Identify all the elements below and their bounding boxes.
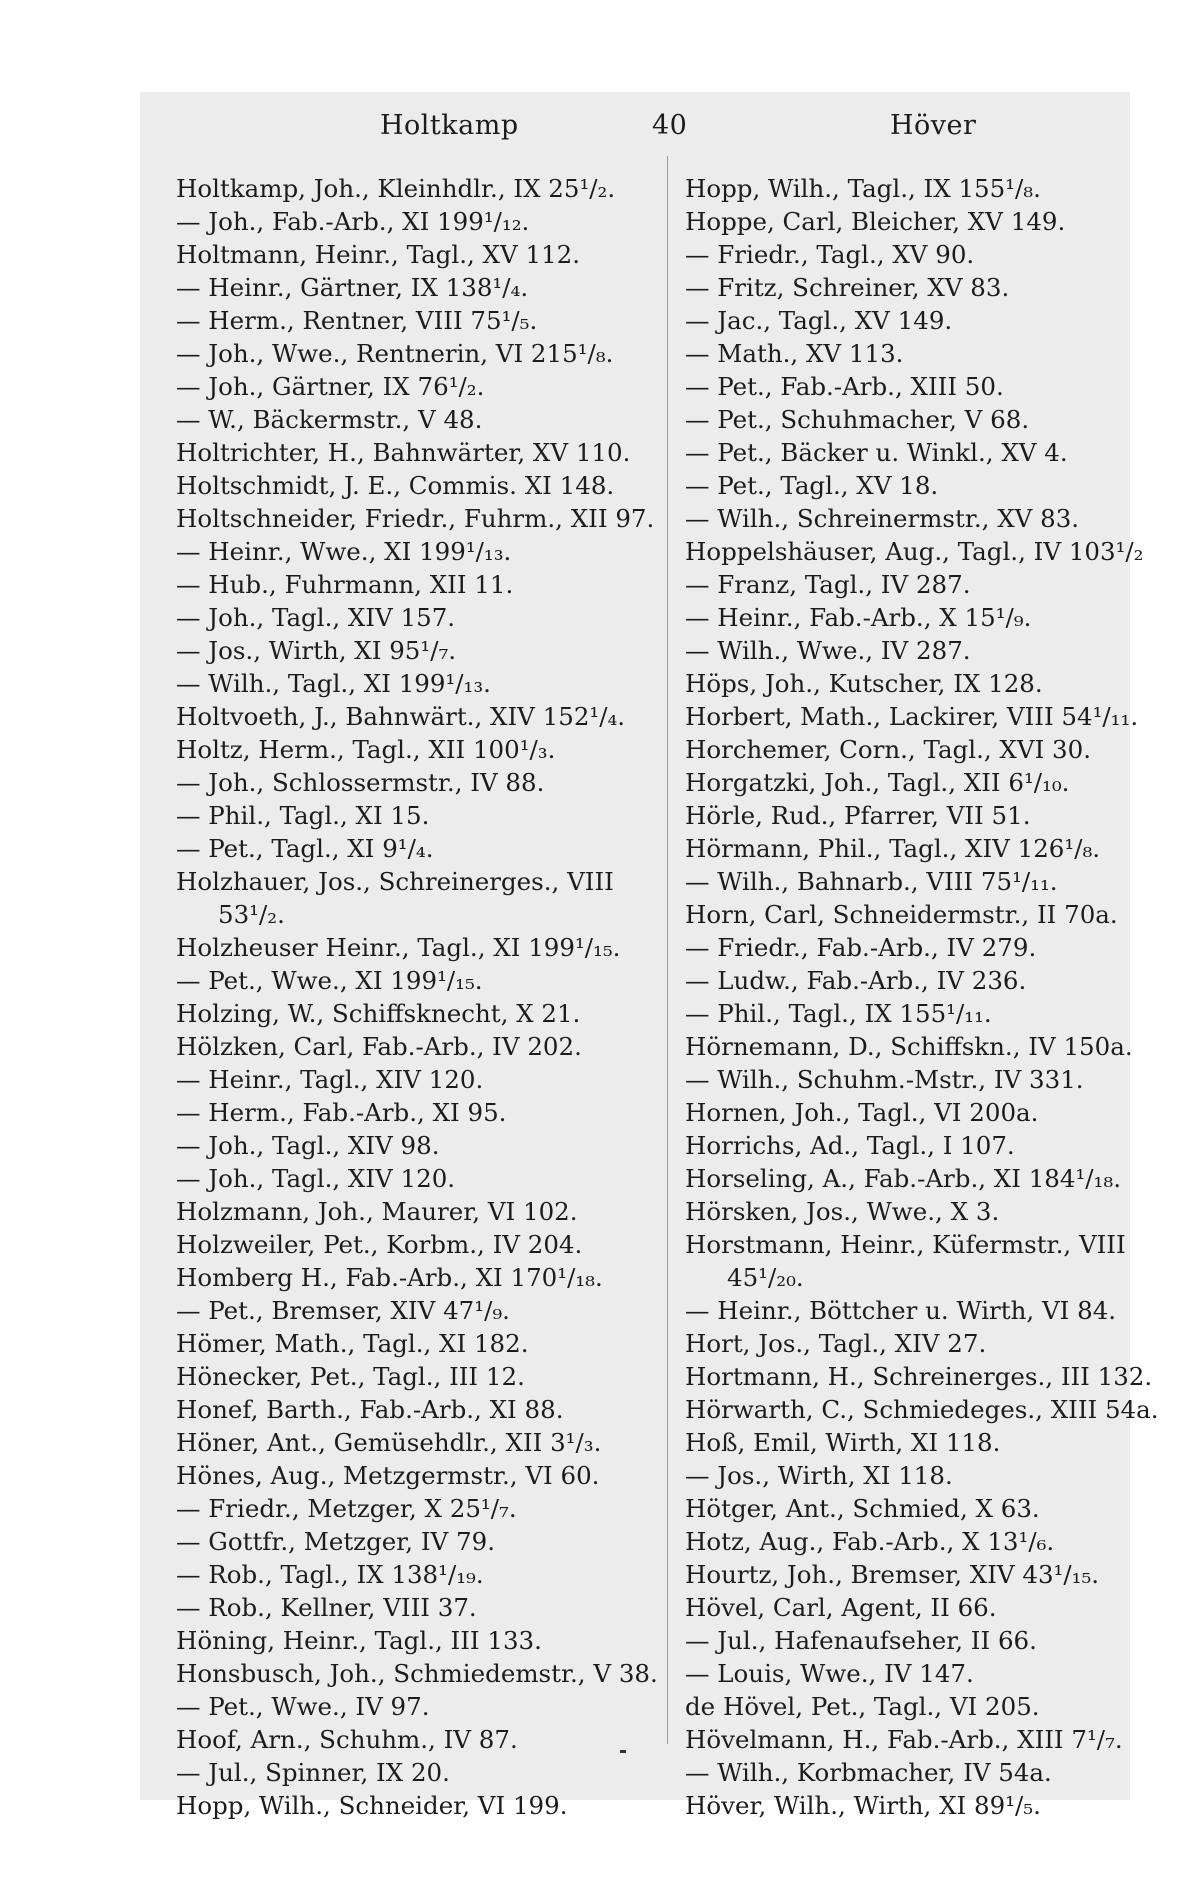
- directory-entry: Hörsken, Jos., Wwe., X 3.: [685, 1197, 1000, 1226]
- header-right-keyword: Höver: [890, 110, 977, 141]
- directory-entry: — Joh., Tagl., XIV 120.: [176, 1164, 456, 1193]
- page-number: 40: [652, 110, 688, 141]
- directory-entry: — Herm., Rentner, VIII 75¹/₅.: [176, 306, 538, 335]
- directory-entry: Hoppelshäuser, Aug., Tagl., IV 103¹/₂: [685, 537, 1144, 566]
- directory-entry: — Wilh., Korbmacher, IV 54a.: [685, 1758, 1052, 1787]
- directory-entry: Hörwarth, C., Schmiedeges., XIII 54a.: [685, 1395, 1159, 1424]
- directory-entry: — W., Bäckermstr., V 48.: [176, 405, 483, 434]
- directory-entry: — Phil., Tagl., XI 15.: [176, 801, 430, 830]
- directory-entry: Holtschneider, Friedr., Fuhrm., XII 97.: [176, 504, 655, 533]
- directory-entry: — Fritz, Schreiner, XV 83.: [685, 273, 1010, 302]
- directory-entry: — Jac., Tagl., XV 149.: [685, 306, 953, 335]
- directory-entry: Hotz, Aug., Fab.-Arb., X 13¹/₆.: [685, 1527, 1055, 1556]
- directory-entry: — Franz, Tagl., IV 287.: [685, 570, 971, 599]
- directory-entry: — Jos., Wirth, XI 118.: [685, 1461, 953, 1490]
- directory-entry: — Pet., Schuhmacher, V 68.: [685, 405, 1030, 434]
- page-header: [140, 110, 1130, 150]
- directory-entry: Höps, Joh., Kutscher, IX 128.: [685, 669, 1043, 698]
- directory-entry: Hourtz, Joh., Bremser, XIV 43¹/₁₅.: [685, 1560, 1100, 1589]
- column-divider: [667, 156, 668, 1744]
- directory-entry: — Friedr., Tagl., XV 90.: [685, 240, 975, 269]
- directory-entry: Holtvoeth, J., Bahnwärt., XIV 152¹/₄.: [176, 702, 626, 731]
- directory-entry: — Pet., Tagl., XV 18.: [685, 471, 939, 500]
- directory-entry: — Joh., Tagl., XIV 157.: [176, 603, 456, 632]
- directory-entry: — Ludw., Fab.-Arb., IV 236.: [685, 966, 1027, 995]
- directory-entry: Honef, Barth., Fab.-Arb., XI 88.: [176, 1395, 564, 1424]
- directory-entry: Homberg H., Fab.-Arb., XI 170¹/₁₈.: [176, 1263, 603, 1292]
- directory-entry: — Friedr., Metzger, X 25¹/₇.: [176, 1494, 517, 1523]
- directory-entry: Holzheuser Heinr., Tagl., XI 199¹/₁₅.: [176, 933, 621, 962]
- directory-entry: — Wilh., Schuhm.-Mstr., IV 331.: [685, 1065, 1084, 1094]
- directory-entry: — Wilh., Tagl., XI 199¹/₁₃.: [176, 669, 491, 698]
- directory-entry: — Pet., Wwe., XI 199¹/₁₅.: [176, 966, 483, 995]
- directory-entry: Hortmann, H., Schreinerges., III 132.: [685, 1362, 1153, 1391]
- directory-entry: — Wilh., Wwe., IV 287.: [685, 636, 971, 665]
- directory-entry: Horchemer, Corn., Tagl., XVI 30.: [685, 735, 1091, 764]
- directory-entry: — Heinr., Böttcher u. Wirth, VI 84.: [685, 1296, 1117, 1325]
- directory-entry: — Herm., Fab.-Arb., XI 95.: [176, 1098, 507, 1127]
- directory-entry: — Pet., Bäcker u. Winkl., XV 4.: [685, 438, 1068, 467]
- directory-entry: Hörmann, Phil., Tagl., XIV 126¹/₈.: [685, 834, 1101, 863]
- directory-entry: Hönecker, Pet., Tagl., III 12.: [176, 1362, 525, 1391]
- directory-entry: Hoppe, Carl, Bleicher, XV 149.: [685, 207, 1066, 236]
- directory-entry: de Hövel, Pet., Tagl., VI 205.: [685, 1692, 1040, 1721]
- directory-entry: Hötger, Ant., Schmied, X 63.: [685, 1494, 1040, 1523]
- directory-entry: — Math., XV 113.: [685, 339, 904, 368]
- directory-entry: Hövelmann, H., Fab.-Arb., XIII 7¹/₇.: [685, 1725, 1123, 1754]
- directory-entry: — Pet., Wwe., IV 97.: [176, 1692, 430, 1721]
- directory-entry: Hölzken, Carl, Fab.-Arb., IV 202.: [176, 1032, 582, 1061]
- directory-entry: — Hub., Fuhrmann, XII 11.: [176, 570, 514, 599]
- directory-entry: Horbert, Math., Lackirer, VIII 54¹/₁₁.: [685, 702, 1139, 731]
- directory-entry: — Rob., Tagl., IX 138¹/₁₉.: [176, 1560, 484, 1589]
- directory-entry: Hoof, Arn., Schuhm., IV 87.: [176, 1725, 518, 1754]
- directory-entry: Horgatzki, Joh., Tagl., XII 6¹/₁₀.: [685, 768, 1070, 797]
- directory-entry: — Jul., Spinner, IX 20.: [176, 1758, 450, 1787]
- directory-entry: Höning, Heinr., Tagl., III 133.: [176, 1626, 542, 1655]
- header-left-keyword: Holtkamp: [380, 110, 519, 141]
- directory-entry: — Heinr., Tagl., XIV 120.: [176, 1065, 484, 1094]
- directory-entry: Horrichs, Ad., Tagl., I 107.: [685, 1131, 1015, 1160]
- directory-entry: 53¹/₂.: [218, 900, 285, 929]
- directory-entry: 45¹/₂₀.: [727, 1263, 804, 1292]
- directory-entry: Horseling, A., Fab.-Arb., XI 184¹/₁₈.: [685, 1164, 1121, 1193]
- directory-entry: Hövel, Carl, Agent, II 66.: [685, 1593, 997, 1622]
- directory-entry: Holtrichter, H., Bahnwärter, XV 110.: [176, 438, 631, 467]
- directory-entry: Horstmann, Heinr., Küfermstr., VIII: [685, 1230, 1126, 1259]
- directory-entry: — Pet., Fab.-Arb., XIII 50.: [685, 372, 1004, 401]
- directory-entry: Hopp, Wilh., Schneider, VI 199.: [176, 1791, 568, 1820]
- left-column: [176, 172, 666, 1822]
- directory-entry: — Pet., Tagl., XI 9¹/₄.: [176, 834, 434, 863]
- directory-entry: — Phil., Tagl., IX 155¹/₁₁.: [685, 999, 992, 1028]
- print-mark: [620, 1750, 626, 1753]
- directory-entry: Hömer, Math., Tagl., XI 182.: [176, 1329, 529, 1358]
- directory-entry: — Heinr., Wwe., XI 199¹/₁₃.: [176, 537, 512, 566]
- directory-entry: Holtschmidt, J. E., Commis. XI 148.: [176, 471, 615, 500]
- directory-entry: — Joh., Fab.-Arb., XI 199¹/₁₂.: [176, 207, 530, 236]
- directory-entry: — Jos., Wirth, XI 95¹/₇.: [176, 636, 457, 665]
- directory-entry: Höver, Wilh., Wirth, XI 89¹/₅.: [685, 1791, 1041, 1820]
- directory-entry: Hornen, Joh., Tagl., VI 200a.: [685, 1098, 1039, 1127]
- directory-entry: Holtkamp, Joh., Kleinhdlr., IX 25¹/₂.: [176, 174, 616, 203]
- directory-entry: — Gottfr., Metzger, IV 79.: [176, 1527, 495, 1556]
- directory-entry: — Joh., Wwe., Rentnerin, VI 215¹/₈.: [176, 339, 614, 368]
- directory-entry: Hörnemann, D., Schiffskn., IV 150a.: [685, 1032, 1133, 1061]
- directory-entry: Höner, Ant., Gemüsehdlr., XII 3¹/₃.: [176, 1428, 602, 1457]
- directory-entry: Holzing, W., Schiffsknecht, X 21.: [176, 999, 581, 1028]
- directory-entry: Holtz, Herm., Tagl., XII 100¹/₃.: [176, 735, 556, 764]
- directory-entry: — Friedr., Fab.-Arb., IV 279.: [685, 933, 1037, 962]
- directory-entry: — Heinr., Fab.-Arb., X 15¹/₉.: [685, 603, 1032, 632]
- directory-entry: — Heinr., Gärtner, IX 138¹/₄.: [176, 273, 529, 302]
- directory-entry: — Joh., Tagl., XIV 98.: [176, 1131, 440, 1160]
- directory-entry: Honsbusch, Joh., Schmiedemstr., V 38.: [176, 1659, 658, 1688]
- directory-entry: — Jul., Hafenaufseher, II 66.: [685, 1626, 1037, 1655]
- directory-entry: Hoß, Emil, Wirth, XI 118.: [685, 1428, 1001, 1457]
- directory-entry: — Wilh., Bahnarb., VIII 75¹/₁₁.: [685, 867, 1058, 896]
- directory-entry: Holtmann, Heinr., Tagl., XV 112.: [176, 240, 581, 269]
- directory-entry: — Joh., Schlossermstr., IV 88.: [176, 768, 545, 797]
- document-page: [140, 92, 1159, 1820]
- directory-entry: — Joh., Gärtner, IX 76¹/₂.: [176, 372, 485, 401]
- directory-entry: Hörle, Rud., Pfarrer, VII 51.: [685, 801, 1031, 830]
- directory-entry: — Louis, Wwe., IV 147.: [685, 1659, 974, 1688]
- directory-entry: Holzhauer, Jos., Schreinerges., VIII: [176, 867, 614, 896]
- directory-entry: — Pet., Bremser, XIV 47¹/₉.: [176, 1296, 510, 1325]
- directory-entry: Hopp, Wilh., Tagl., IX 155¹/₈.: [685, 174, 1041, 203]
- directory-entry: — Rob., Kellner, VIII 37.: [176, 1593, 477, 1622]
- directory-entry: Hönes, Aug., Metzgermstr., VI 60.: [176, 1461, 600, 1490]
- directory-entry: Holzweiler, Pet., Korbm., IV 204.: [176, 1230, 583, 1259]
- right-column: [685, 172, 1159, 1822]
- directory-entry: Holzmann, Joh., Maurer, VI 102.: [176, 1197, 578, 1226]
- directory-entry: Horn, Carl, Schneidermstr., II 70a.: [685, 900, 1118, 929]
- directory-entry: Hort, Jos., Tagl., XIV 27.: [685, 1329, 987, 1358]
- directory-entry: — Wilh., Schreinermstr., XV 83.: [685, 504, 1080, 533]
